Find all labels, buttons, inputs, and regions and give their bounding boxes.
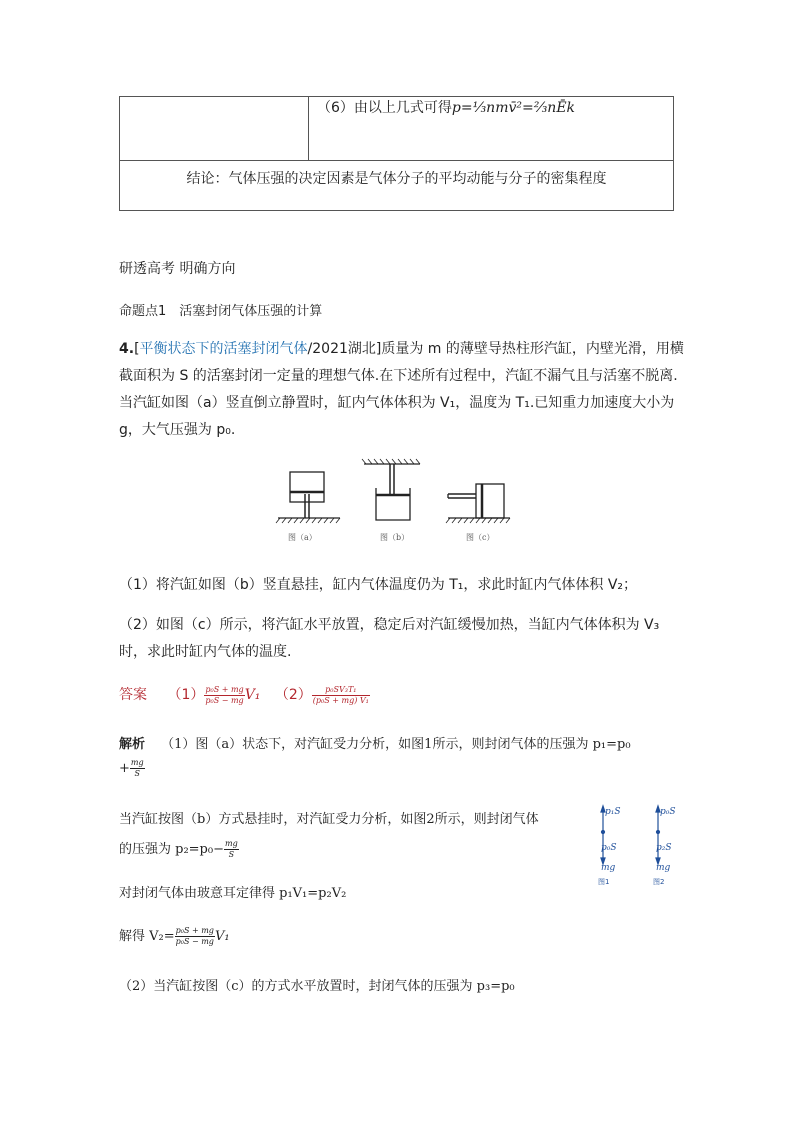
section-heading: 研透高考 明确方向	[119, 261, 236, 277]
solution-line1b: + $\frac{mg}{S}$	[119, 758, 144, 778]
problem-line2: 截面积为 S 的活塞封闭一定量的理想气体.在下述所有过程中，汽缸不漏气且与活塞不脱离.	[119, 368, 678, 384]
conclusion-text: 结论：气体压强的决定因素是气体分子的平均动能与分子的密集程度	[186, 171, 607, 187]
question-2-line2: 时，求此时缸内气体的温度.	[119, 644, 292, 660]
figure-b	[362, 459, 420, 520]
question-2	[119, 612, 679, 666]
problem-line1: 质量为 m 的薄壁导热柱形汽缸，内壁光滑，用横	[381, 341, 684, 357]
answer-line	[119, 684, 370, 706]
problem-source: /2021湖北	[307, 341, 376, 357]
solution-line1: 解析 （1）图（a）状态下，对汽缸受力分析，如图1所示，则封闭气体的压强为 p₁=p₀	[119, 737, 631, 752]
summary-table	[119, 96, 674, 211]
answer-label: 答案	[119, 687, 147, 703]
d2-label: 图2	[653, 878, 665, 886]
mg-over-s-fraction-2: $\frac{mg}{S}$	[224, 839, 238, 859]
v2-fraction: $\frac{\text{p₀S + mg}}{\text{p₀S − mg}}$	[175, 926, 214, 946]
solution-line3: 的压强为 p₂=p₀− $\frac{mg}{S}$	[119, 839, 238, 859]
solution-line2: 当汽缸按图（b）方式悬挂时，对汽缸受力分析，如图2所示，则封闭气体	[119, 812, 539, 827]
cylinder-figures	[270, 458, 520, 550]
answer-part1-label: （1）	[167, 687, 205, 703]
problem-block: 4.[平衡状态下的活塞封闭气体/2021湖北]质量为 m 的薄壁导热柱形汽缸，内壁光滑，用横 截面积为 S 的活塞封闭一定量的理想气体.在下述所有过程中，汽缸不漏气且与活塞不脱离. 当汽缸如图（a）竖直倒立静置时，缸内气体体积为 V₁，温度为 T₁.已知重力加速度大小为 g，大气压强为 p₀.	[119, 336, 679, 444]
fig-b-label: 图（b）	[380, 533, 410, 542]
problem-number: 4.	[119, 341, 135, 357]
fig-c-label: 图（c）	[466, 533, 495, 542]
solution-line4: 对封闭气体由玻意耳定律得 p₁V₁=p₂V₂	[119, 886, 347, 901]
question-1: （1）将汽缸如图（b）竖直悬挂，缸内气体温度仍为 T₁，求此时缸内气体体积 V₂；	[119, 577, 638, 593]
mg-over-s-fraction: $\frac{mg}{S}$	[130, 758, 144, 778]
answer-part1-fraction: $\frac{\text{p₀S + mg}}{\text{p₀S − mg}}$	[205, 684, 244, 705]
figure-a	[276, 472, 340, 523]
topic-heading: 命题点1 活塞封闭气体压强的计算	[119, 304, 323, 319]
answer-part1-tail: V₁	[244, 687, 261, 703]
d2-bottom: mg	[656, 863, 671, 873]
fig-a-label: 图（a）	[288, 533, 317, 542]
answer-part2-fraction: $\frac{\text{p₀SV₃T₁}}{\text{(p₀S + mg) V₁}}$	[312, 684, 369, 705]
solution-label: 解析	[119, 737, 146, 752]
d1-top: p₁S	[605, 807, 621, 817]
d2-mid: p₂S	[656, 843, 672, 853]
problem-line4: g，大气压强为 p₀.	[119, 422, 236, 438]
force-diagrams	[590, 798, 680, 890]
question-2-line1: （2）如图（c）所示，将汽缸水平放置，稳定后对汽缸缓慢加热，当缸内气体体积为 V₃	[119, 617, 660, 633]
formula-cell	[309, 97, 674, 161]
solution-line6: （2）当汽缸按图（c）的方式水平放置时，封闭气体的压强为 p₃=p₀	[119, 979, 515, 994]
empty-cell	[120, 97, 309, 161]
d1-mid: p₀S	[601, 843, 617, 853]
d2-top: p₀S	[660, 807, 676, 817]
solution-line5: 解得 V₂= $\frac{\text{p₀S + mg}}{\text{p₀S − mg}}$ V₁	[119, 926, 230, 946]
row1-formula: p=⅓nmv̄²=⅔nĒk	[451, 100, 576, 116]
problem-tag: 平衡状态下的活塞封闭气体	[139, 341, 308, 357]
problem-line3: 当汽缸如图（a）竖直倒立静置时，缸内气体体积为 V₁，温度为 T₁.已知重力加速度大小为	[119, 395, 675, 411]
answer-part2-label: （2）	[274, 687, 312, 703]
conclusion-cell	[120, 161, 674, 211]
d1-label: 图1	[598, 878, 610, 886]
row1-text: （6）由以上几式可得	[317, 100, 452, 116]
figure-c	[446, 484, 510, 523]
d1-bottom: mg	[601, 863, 616, 873]
